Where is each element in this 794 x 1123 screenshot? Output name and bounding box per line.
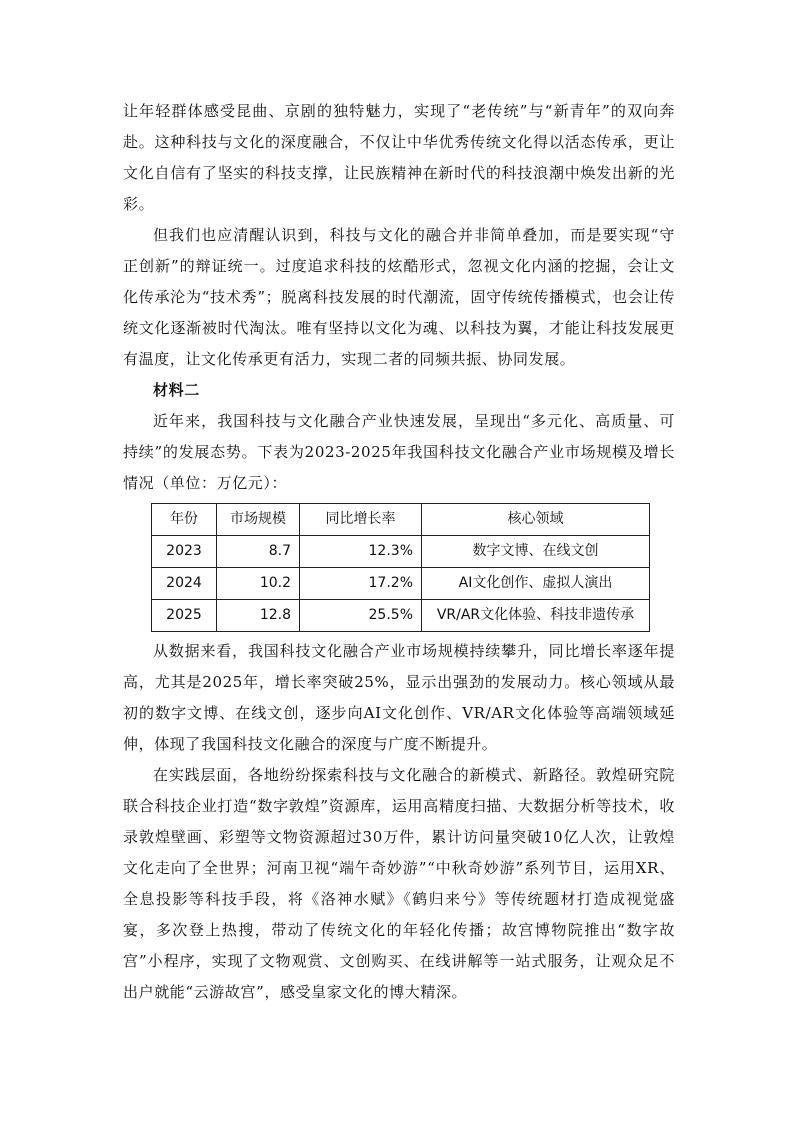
header-year: 年份 — [152, 504, 217, 536]
table-row — [152, 600, 650, 632]
cell-market-size: 12.8 — [217, 600, 300, 632]
header-core-field: 核心领域 — [422, 504, 650, 536]
section-heading: 材料二 — [153, 381, 200, 399]
table-row — [152, 536, 650, 568]
header-growth-rate: 同比增长率 — [300, 504, 422, 536]
header-market-size: 市场规模 — [217, 504, 300, 536]
market-table — [151, 503, 650, 632]
intro-paragraph: 近年来，我国科技与文化融合产业快速发展，呈现出“多元化、高质量、可持续”的发展态势。下表为2023-2025年我国科技文化融合产业市场规模及增长情况（单位：万亿元）： — [123, 412, 675, 492]
cell-market-size: 10.2 — [217, 568, 300, 600]
analysis-paragraph: 从数据来看，我国科技文化融合产业市场规模持续攀升，同比增长率逐年提高，尤其是2025年，增长率突破25%，显示出强劲的发展动力。核心领域从最初的数字文博、在线文创，逐步向AI文化创作、VR/AR文化体验等高端领域延伸，体现了我国科技文化融合的深度与广度不断提升。 — [123, 642, 675, 753]
document-body — [123, 96, 675, 1008]
table-header-row — [152, 504, 650, 536]
cell-year: 2023 — [152, 536, 217, 568]
cell-core-field: VR/AR文化体验、科技非遗传承 — [422, 600, 650, 632]
practice-paragraph: 在实践层面，各地纷纷探索科技与文化融合的新模式、新路径。敦煌研究院联合科技企业打造“数字敦煌”资源库，运用高精度扫描、大数据分析等技术，收录敦煌壁画、彩塑等文物资源超过30万件，累计访问量突破10亿人次，让敦煌文化走向了全世界；河南卫视“端午奇妙游”“中秋奇妙游”系列节目，运用XR、全息投影等科技手段，将《洛神水赋》《鹤归来兮》等传统题材打造成视觉盛宴，多次登上热搜，带动了传统文化的年轻化传播；故宫博物院推出“数字故宫”小程序，实现了文物观赏、文创购买、在线讲解等一站式服务，让观众足不出户就能“云游故宫”，感受皇家文化的博大精深。 — [123, 766, 675, 1001]
paragraph: 但我们也应清醒认识到，科技与文化的融合并非简单叠加，而是要实现“守正创新”的辩证统一。过度追求科技的炫酷形式，忽视文化内涵的挖掘，会让文化传承沦为“技术秀”；脱离科技发展的时代潮流，固守传统传播模式，也会让传统文化逐渐被时代淘汰。唯有坚持以文化为魂、以科技为翼，才能让科技发展更有温度，让文化传承更有活力，实现二者的同频共振、协同发展。 — [123, 226, 675, 368]
cell-growth-rate: 12.3% — [300, 536, 422, 568]
cell-core-field: 数字文博、在线文创 — [422, 536, 650, 568]
table-row — [152, 568, 650, 600]
cell-year: 2024 — [152, 568, 217, 600]
cell-core-field: AI文化创作、虚拟人演出 — [422, 568, 650, 600]
cell-market-size: 8.7 — [217, 536, 300, 568]
cell-growth-rate: 25.5% — [300, 600, 422, 632]
cell-growth-rate: 17.2% — [300, 568, 422, 600]
cell-year: 2025 — [152, 600, 217, 632]
paragraph: 让年轻群体感受昆曲、京剧的独特魅力，实现了“老传统”与“新青年”的双向奔赴。这种科技与文化的深度融合，不仅让中华优秀传统文化得以活态传承，更让文化自信有了坚实的科技支撑，让民族精神在新时代的科技浪潮中焕发出新的光彩。 — [123, 102, 675, 213]
